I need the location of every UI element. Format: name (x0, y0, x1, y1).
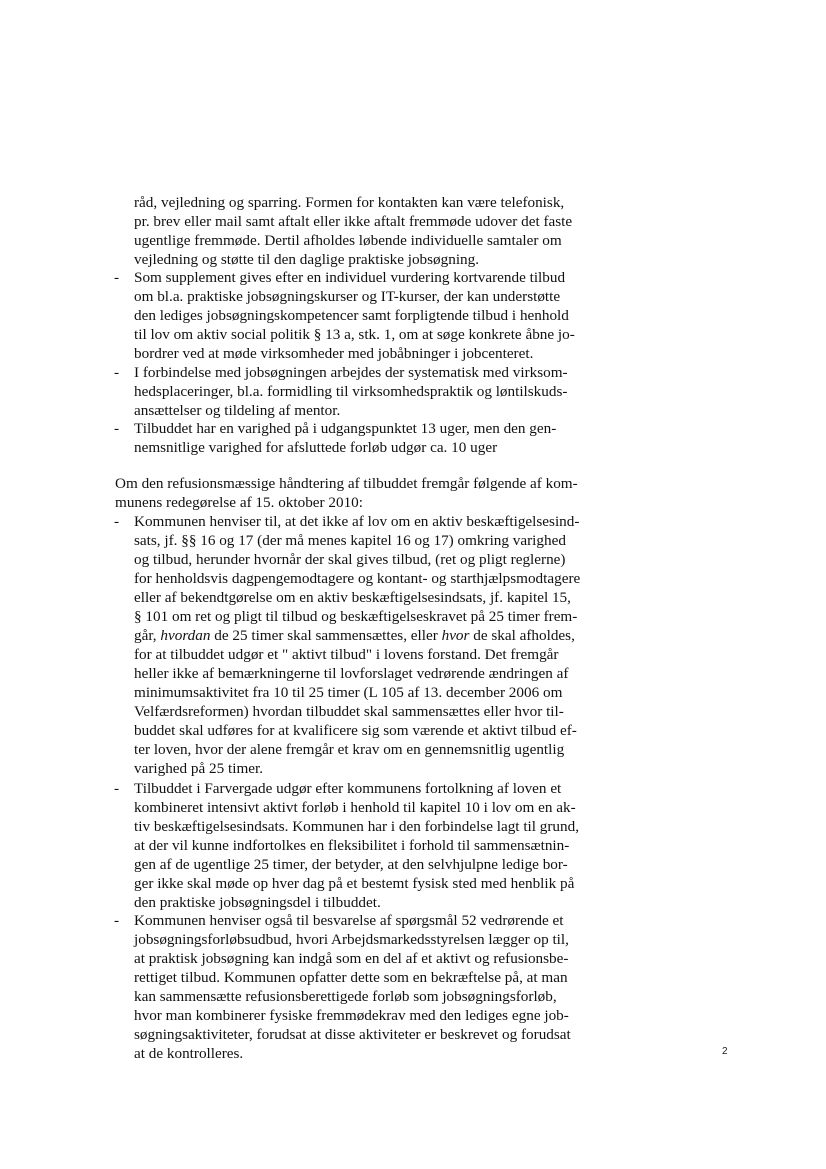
text-line: minimumsaktivitet fra 10 til 25 timer (L 105 af 13. december 2006 om (134, 684, 563, 701)
text-line: vejledning og støtte til den daglige praktiske jobsøgning. (134, 251, 480, 268)
text-line: Tilbuddet i Farvergade udgør efter kommunens fortolkning af loven et (134, 780, 562, 797)
text-line: om bl.a. praktiske jobsøgningskurser og IT-kurser, der kan understøtte (134, 288, 561, 305)
text-line (134, 626, 575, 645)
text-line: at praktisk jobsøgning kan indgå som en del af et aktivt og refusionsbe- (134, 950, 569, 967)
text-line: for henholdsvis dagpengemodtagere og kontant- og starthjælpsmodtagere (134, 570, 581, 587)
text-line: buddet skal udføres for at kvalificere sig som værende et aktivt tilbud ef- (134, 722, 577, 739)
emphasis-hvor: hvor (441, 627, 470, 644)
text-line: munens redegørelse af 15. oktober 2010: (115, 494, 363, 511)
text-line: Om den refusionsmæssige håndtering af tilbuddet fremgår følgende af kom- (115, 475, 578, 492)
bullet-dash: - (114, 780, 120, 797)
text-line: at der vil kunne indfortolkes en fleksibilitet i forhold til sammensætnin- (134, 837, 570, 854)
text-line: hvor man kombinerer fysiske fremmødekrav med den lediges egne job- (134, 1007, 569, 1024)
bullet-dash: - (114, 364, 120, 381)
text-run: de 25 timer skal sammensættes, eller (210, 627, 442, 644)
text-line: råd, vejledning og sparring. Formen for kontakten kan være telefonisk, (134, 194, 565, 211)
text-line: eller af bekendtgørelse om en aktiv beskæftigelsesindsats, jf. kapitel 15, (134, 589, 571, 606)
text-line: at de kontrolleres. (134, 1045, 244, 1062)
text-line: Tilbuddet har en varighed på i udgangspunktet 13 uger, men den gen- (134, 420, 557, 437)
text-line: heller ikke af bemærkningerne til lovforslaget vedrørende ændringen af (134, 665, 569, 682)
text-line: I forbindelse med jobsøgningen arbejdes der systematisk med virksom- (134, 364, 568, 381)
text-line: bordrer ved at møde virksomheder med jobåbninger i jobcenteret. (134, 345, 534, 362)
text-run: går, (134, 627, 161, 644)
text-line: nemsnitlige varighed for afsluttede forløb udgør ca. 10 uger (134, 439, 498, 456)
bullet-dash: - (114, 269, 120, 286)
text-line: Velfærdsreformen) hvordan tilbuddet skal sammensættes eller hvor til- (134, 703, 564, 720)
text-line: ter loven, hvor der alene fremgår et krav om en gennemsnitlig ugentlig (134, 741, 565, 758)
text-line: Kommunen henviser også til besvarelse af spørgsmål 52 vedrørende et (134, 912, 564, 929)
text-line: kan sammensætte refusionsberettigede forløb som jobsøgningsforløb, (134, 988, 557, 1005)
text-line: gen af de ugentlige 25 timer, der betyder, at den selvhjulpne ledige bor- (134, 856, 568, 873)
text-line: tiv beskæftigelsesindsats. Kommunen har i den forbindelse lagt til grund, (134, 818, 580, 835)
text-line: for at tilbuddet udgør et " aktivt tilbud" i lovens forstand. Det fremgår (134, 646, 559, 663)
text-line: ger ikke skal møde op hver dag på et bestemt fysisk sted med henblik på (134, 875, 575, 892)
text-line: § 101 om ret og pligt til tilbud og beskæftigelseskravet på 25 timer frem- (134, 608, 578, 625)
text-line: Som supplement gives efter en individuel vurdering kortvarende tilbud (134, 269, 566, 286)
text-line: og tilbud, herunder hvornår der skal gives tilbud, (ret og pligt reglerne) (134, 551, 566, 568)
text-line: Kommunen henviser til, at det ikke af lov om en aktiv beskæftigelsesind- (134, 513, 580, 530)
text-line: rettiget tilbud. Kommunen opfatter dette som en bekræftelse på, at man (134, 969, 568, 986)
text-line: søgningsaktiviteter, forudsat at disse aktiviteter er beskrevet og forudsat (134, 1026, 571, 1043)
page-number: 2 (722, 1046, 728, 1057)
text-line: den praktiske jobsøgningsdel i tilbuddet. (134, 894, 381, 911)
emphasis-hvordan: hvordan (160, 627, 211, 644)
text-line: ansættelser og tildeling af mentor. (134, 402, 341, 419)
text-line: jobsøgningsforløbsudbud, hvori Arbejdsmarkedsstyrelsen lægger op til, (134, 931, 569, 948)
text-line: til lov om aktiv social politik § 13 a, stk. 1, om at søge konkrete åbne jo- (134, 326, 575, 343)
text-line: kombineret intensivt aktivt forløb i henhold til kapitel 10 i lov om en ak- (134, 799, 576, 816)
text-line: den lediges jobsøgningskompetencer samt forpligtende tilbud i henhold (134, 307, 569, 324)
bullet-dash: - (114, 420, 120, 437)
bullet-dash: - (114, 912, 120, 929)
text-line: pr. brev eller mail samt aftalt eller ikke aftalt fremmøde udover det faste (134, 213, 573, 230)
bullet-dash: - (114, 513, 120, 530)
text-line: hedsplaceringer, bl.a. formidling til virksomhedspraktik og løntilskuds- (134, 383, 568, 400)
text-line: varighed på 25 timer. (134, 760, 264, 777)
text-line: sats, jf. §§ 16 og 17 (der må menes kapitel 16 og 17) omkring varighed (134, 532, 566, 549)
text-line: ugentlige fremmøde. Dertil afholdes løbende individuelle samtaler om (134, 232, 562, 249)
text-run: de skal afholdes, (469, 627, 575, 644)
